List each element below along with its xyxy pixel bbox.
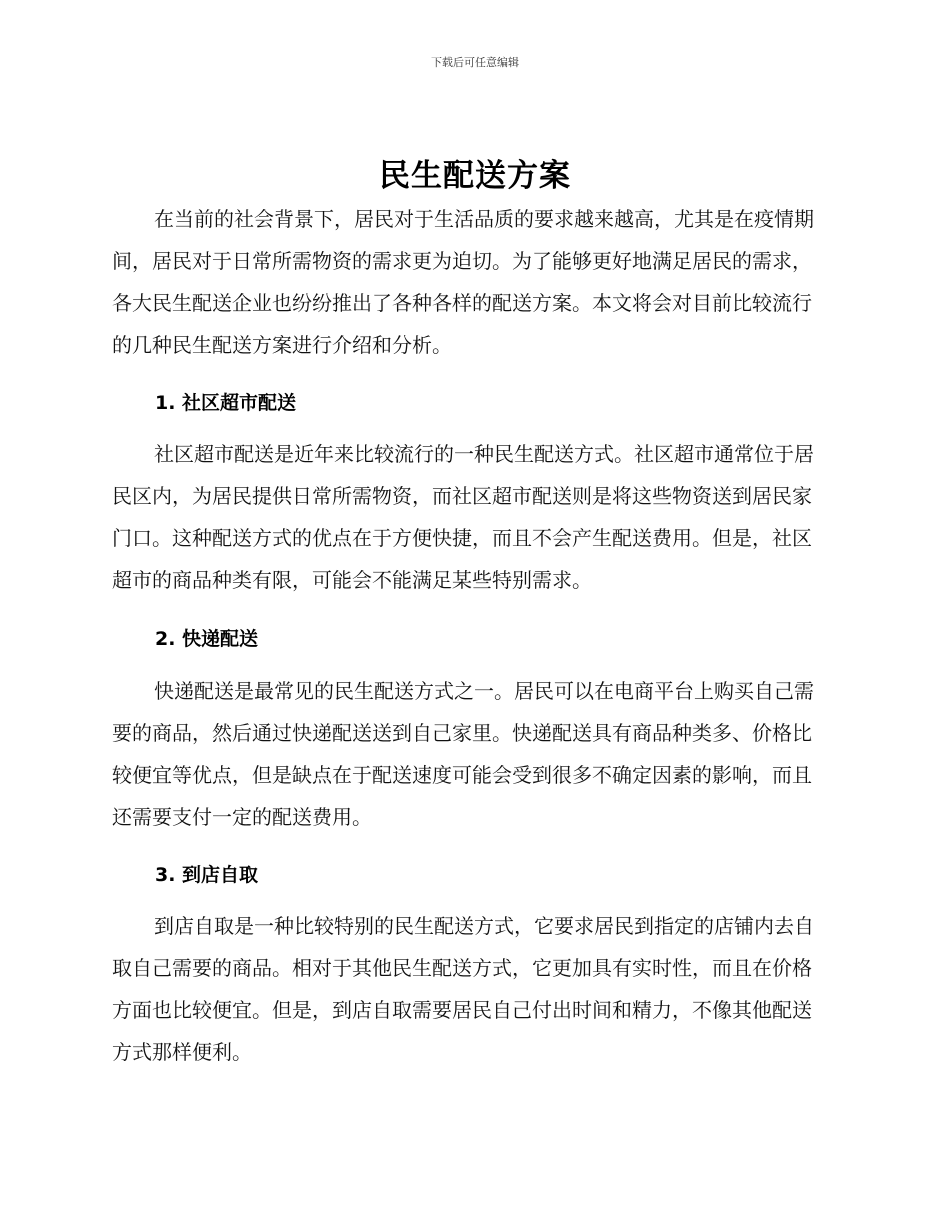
section-heading-store-pickup: 3. 到店自取 bbox=[155, 864, 259, 886]
document-title: 民生配送方案 bbox=[379, 158, 571, 194]
section-heading-community-supermarket: 1. 社区超市配送 bbox=[155, 392, 297, 414]
intro-paragraph: 在当前的社会背景下，居民对于生活品质的要求越来越高，尤其是在疫情期间，居民对于日常所需物资的需求更为迫切。为了能够更好地满足居民的需求，各大民生配送企业也纷纷推出了各种各样的配送方案。本文将会对目前比较流行的几种民生配送方案进行介绍和分析。 bbox=[112, 207, 814, 357]
section-paragraph-store-pickup: 到店自取是一种比较特别的民生配送方式，它要求居民到指定的店铺内去自取自己需要的商品。相对于其他民生配送方式，它更加具有实时性，而且在价格方面也比较便宜。但是，到店自取需要居民自己付出时间和精力，不像其他配送方式那样便利。 bbox=[112, 914, 814, 1064]
section-heading-express-delivery: 2. 快递配送 bbox=[155, 628, 259, 650]
section-paragraph-express-delivery: 快递配送是最常见的民生配送方式之一。居民可以在电商平台上购买自己需要的商品，然后通过快递配送送到自己家里。快递配送具有商品种类多、价格比较便宜等优点，但是缺点在于配送速度可能会受到很多不确定因素的影响，而且还需要支付一定的配送费用。 bbox=[112, 679, 814, 829]
section-paragraph-community-supermarket: 社区超市配送是近年来比较流行的一种民生配送方式。社区超市通常位于居民区内，为居民提供日常所需物资，而社区超市配送则是将这些物资送到居民家门口。这种配送方式的优点在于方便快捷，而且不会产生配送费用。但是，社区超市的商品种类有限，可能会不能满足某些特别需求。 bbox=[112, 442, 814, 592]
header-note: 下载后可任意编辑 bbox=[431, 56, 519, 69]
